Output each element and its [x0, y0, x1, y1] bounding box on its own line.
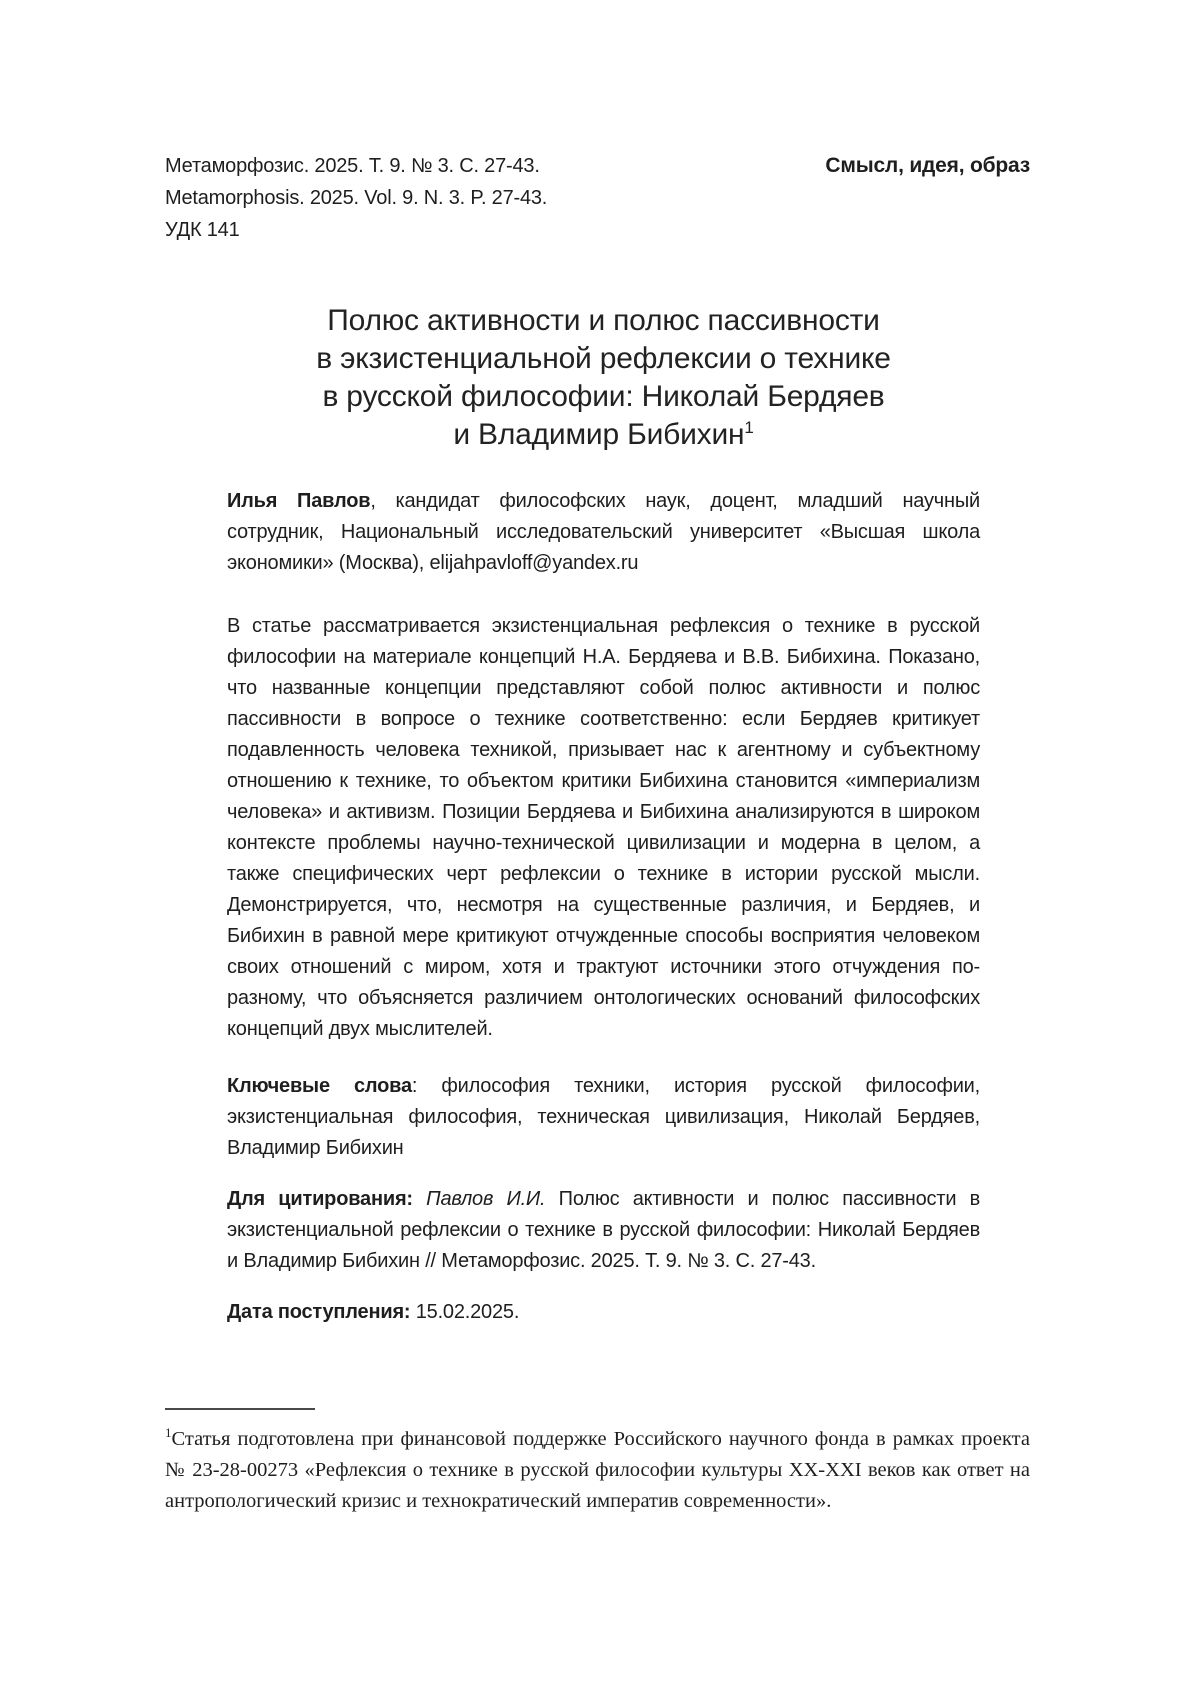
keywords-list: : философия техники, история русской философии, экзистенциальная философия, техническая цивилизация, Николай Бердяев, Владимир Бибихин	[227, 1075, 980, 1159]
journal-ref-ru: Метаморфозис. 2025. Т. 9. № 3. С. 27-43.	[165, 155, 540, 177]
footnote-reference-mark: 1	[744, 418, 754, 437]
page-header	[165, 150, 1030, 246]
title-line: Полюс активности и полюс пассивности	[327, 304, 880, 337]
footnote-divider	[165, 1408, 315, 1410]
footnote-block	[165, 1408, 1030, 1517]
article-title	[227, 302, 980, 454]
keywords-label: Ключевые слова	[227, 1075, 412, 1097]
udc-code: УДК 141	[165, 219, 240, 241]
footnote-marker: 1	[165, 1425, 172, 1441]
citation-label: Для цитирования:	[227, 1188, 413, 1210]
author-info	[227, 486, 980, 579]
abstract-text: В статье рассматривается экзистенциальная рефлексия о технике в русской философии на материале концепций Н.А. Бердяева и В.В. Бибихина. Показано, что названные концепции представляют собой полюс активности и полюс пассивности в вопросе о технике соответственно: если Бердяев критикует подавленность человека техникой, призывает нас к агентному и субъектному отношению к технике, то объектом критики Бибихина становится «империализм человека» и активизм. Позиции Бердяева и Бибихина анализируются в широком контексте проблемы научно-технической цивилизации и модерна в целом, а также специфических черт рефлексии о технике в истории русской мысли. Демонстрируется, что, несмотря на существенные различия, и Бердяев, и Бибихин в равной мере критикуют отчужденные способы восприятия человеком своих отношений с миром, хотя и трактуют источники этого отчуждения по-разному, что объясняется различием онтологических оснований философских концепций двух мыслителей.	[227, 615, 980, 1040]
received-date	[227, 1297, 980, 1328]
citation-authors: Павлов И.И.	[412, 1188, 546, 1210]
received-label: Дата поступления:	[227, 1301, 411, 1323]
footnote-body: Статья подготовлена при финансовой поддержке Российского научного фонда в рамках проекта № 23-28-00273 «Рефлексия о технике в русской философии культуры XX-XXI веков как ответ на антропологический кризис и технократический императив современности».	[165, 1428, 1030, 1512]
journal-ref-en: Metamorphosis. 2025. Vol. 9. N. 3. P. 27-43.	[165, 187, 548, 209]
title-line: в русской философии: Николай Бердяев	[322, 380, 885, 413]
citation-text: Полюс активности и полюс пассивности в экзистенциальной рефлексии о технике в русской философии: Николай Бердяев и Владимир Бибихин // Метаморфозис. 2025. Т. 9. № 3. С. 27-43.	[227, 1188, 980, 1272]
author-affiliation: , кандидат философских наук, доцент, младший научный сотрудник, Национальный исследовательский университет «Высшая школа экономики» (Москва), elijahpavloff@yandex.ru	[227, 490, 981, 574]
keywords	[227, 1071, 980, 1164]
footnote-text	[165, 1424, 1030, 1517]
title-line-text: и Владимир Бибихин	[453, 418, 745, 451]
journal-reference-block	[165, 150, 547, 246]
article-column	[227, 302, 980, 1328]
title-line	[227, 416, 980, 454]
author-name: Илья Павлов	[227, 490, 371, 512]
section-rubric: Смысл, идея, образ	[825, 154, 1030, 177]
received-value: 15.02.2025.	[410, 1301, 520, 1323]
title-line: в экзистенциальной рефлексии о технике	[316, 342, 891, 375]
citation	[227, 1184, 980, 1277]
